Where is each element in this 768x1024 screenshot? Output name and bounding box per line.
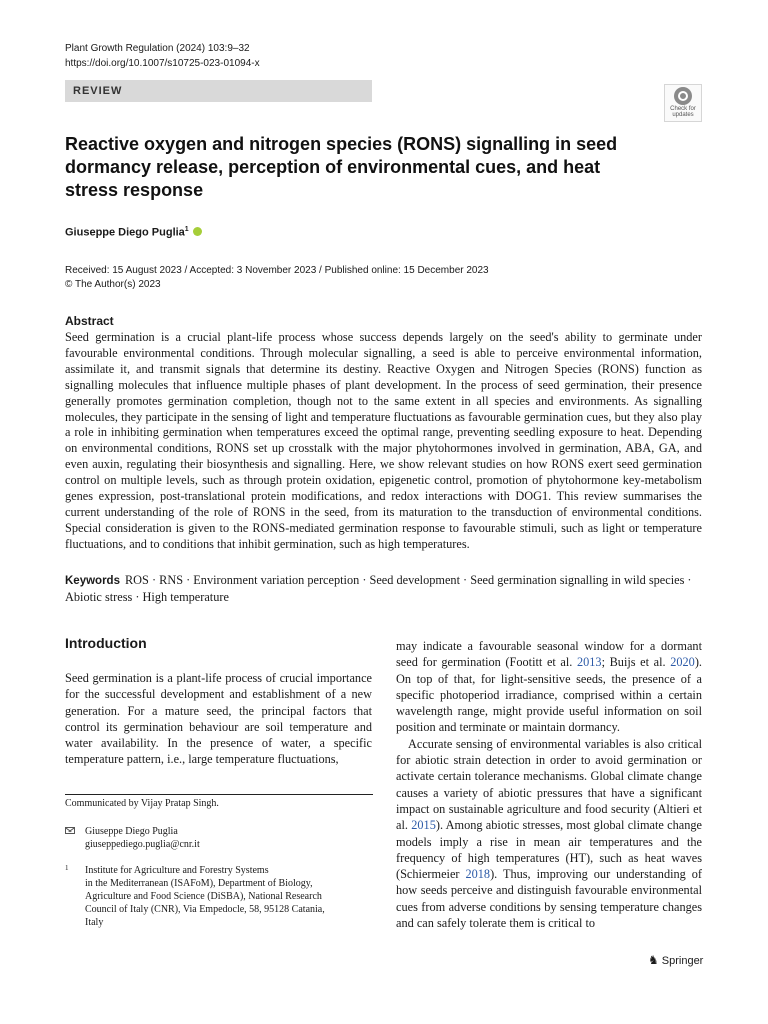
- envelope-icon: [65, 827, 75, 834]
- introduction-paragraph-2: [396, 736, 702, 932]
- abstract-text: Seed germination is a crucial plant-life process whose success depends largely on the seed's ability to germinate under favourable environmental conditions. Through molecular signalling, a seed is able to perceive environmental information, assimilate it, and transmit signals that determine its destiny. Reactive Oxygen and Nitrogen Species (RONS) function as signalling molecules that influence multiple phases of plant development. In the process of seed germination, their presence generally promotes germination completion, though not to the same extent in all species and environments. As signalling molecules, they participate in the sensing of light and temperature fluctuations as favourable germination cues, but they also play a role in inhibiting germination when temperatures exceed the optimal range, preventing seedling exposure to heat. Depending on environmental conditions, RONS set up crosstalk with the major phytohormones involved in germination, ABA, GA, and even auxin, regulating their biosynthesis and signalling. Here, we show relevant studies on how RONS exert seed germination control on multiple levels, such as through protein oxidation, epigenetic control, promotion of phytohormone key-metabolism genes expression, post-translational protein modifications, and redox interactions with DOG1. This review summarises the current understanding of the role of RONS in the seed, from its maturation to the transduction of environmental conditions. Special consideration is given to the RONS-mediated germination response to favourable stimuli, such as light or temperature fluctuations, and to conditions that inhibit germination, such as high temperatures.: [65, 330, 702, 551]
- paragraph-text: ). Thus, improving our understanding of how seeds perceive and distinguish favourable environmental cues from adverse conditions by sensing temperature changes and can safely tolerate them is critical to: [396, 867, 703, 931]
- paragraph-text: Accurate sensing of environmental variables is also critical for abiotic strain detection in order to avoid germination or activate certain tolerance mechanisms. Global climate change causes a variety of abiotic pressures that have a significant impact on sustainable agriculture and food security (Altieri et al.: [396, 736, 702, 833]
- citation-link[interactable]: 2018: [465, 867, 491, 882]
- publisher-mark: [648, 953, 703, 967]
- journal-info: [65, 41, 260, 71]
- publication-history: Received: 15 August 2023 / Accepted: 3 November 2023 / Published online: 15 December 2023: [65, 265, 489, 276]
- introduction-right-column: [396, 638, 702, 931]
- citation-link[interactable]: 2015: [411, 818, 436, 833]
- paragraph-text: ). Among abiotic stresses, most global climate change models imply a rise in mean air temperatures and the frequency of high temperatures (HT), such as heat waves (Schiermeier: [396, 818, 702, 882]
- keywords-label: Keywords: [65, 575, 120, 587]
- paragraph-text: ; Buijs et al.: [601, 655, 671, 670]
- introduction-paragraph-1: [396, 638, 702, 736]
- springer-horse-icon: ♞: [648, 953, 659, 967]
- affiliation-line: in the Mediterranean (ISAFoM), Department of Biology,: [85, 878, 313, 889]
- copyright-line: © The Author(s) 2023: [65, 279, 161, 290]
- affiliation-line: Agriculture and Food Science (DiSBA), National Research: [85, 891, 322, 902]
- article-title: Reactive oxygen and nitrogen species (RONS) signalling in seed dormancy release, perception of environmental cues, and heat stress response: [65, 134, 618, 200]
- check-for-updates-icon: [674, 87, 692, 105]
- author-name[interactable]: Giuseppe Diego Puglia: [65, 226, 185, 239]
- corresponding-author-name: Giuseppe Diego Puglia: [85, 826, 178, 837]
- section-label: REVIEW: [65, 80, 372, 102]
- author-affiliation-mark: 1: [184, 226, 189, 233]
- orcid-icon[interactable]: [193, 227, 202, 236]
- citation-link[interactable]: 2020: [670, 655, 695, 670]
- footnote-divider: [65, 794, 373, 795]
- communicated-by: Communicated by Vijay Pratap Singh.: [65, 798, 219, 809]
- affiliation-line: Italy: [85, 917, 104, 928]
- introduction-heading: Introduction: [65, 635, 147, 651]
- check-for-updates-badge[interactable]: [664, 84, 702, 122]
- introduction-left-column: Seed germination is a plant-life process of crucial importance for the successful development and establishment of a new generation. For a mature seed, the principal factors that control its germination behaviour are soil temperature and water availability. In the presence of water, a specific temperature pattern, i.e., large temperature fluctuations,: [65, 671, 372, 767]
- doi-link[interactable]: https://doi.org/10.1007/s10725-023-01094-x: [65, 58, 260, 69]
- keywords-text: ROS · RNS · Environment variation perception · Seed development · Seed germination signalling in wild species · Abiotic stress · High temperature: [65, 573, 692, 604]
- author-line: [65, 226, 202, 239]
- abstract-heading: Abstract: [65, 314, 114, 328]
- affiliation-line: Institute for Agriculture and Forestry Systems: [85, 865, 269, 876]
- paragraph-text: ). On top of that, for light-sensitive seeds, the presence of a specific photoperiod irradiance, comprised within a certain wavelength range, might provide useful information on soil position and terminate or maintain dormancy.: [396, 655, 702, 735]
- journal-citation: Plant Growth Regulation (2024) 103:9–32: [65, 43, 250, 54]
- corresponding-author-email[interactable]: giuseppediego.puglia@cnr.it: [85, 839, 200, 850]
- publisher-name: Springer: [661, 955, 704, 967]
- badge-line-2: updates: [672, 112, 694, 118]
- affiliation-number: 1: [65, 864, 69, 872]
- keywords: [65, 572, 702, 605]
- paragraph-text: may indicate a favourable seasonal window for a dormant seed for germination (Footitt et al.: [396, 639, 702, 670]
- badge-line-1: Check for: [670, 106, 696, 112]
- article-dates: [65, 264, 489, 292]
- citation-link[interactable]: 2013: [576, 655, 602, 670]
- affiliation-line: Council of Italy (CNR), Via Empedocle, 58, 95128 Catania,: [85, 904, 325, 915]
